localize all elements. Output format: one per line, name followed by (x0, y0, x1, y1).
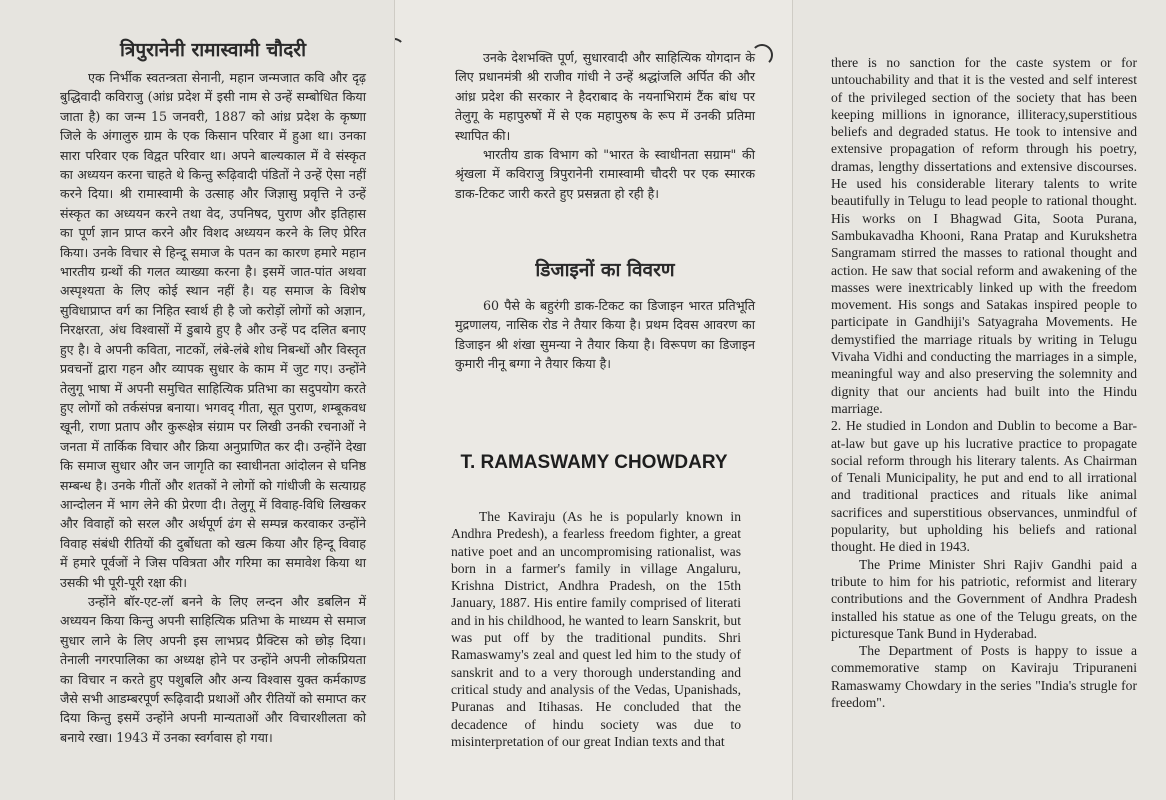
english-paragraph-2: there is no sanction for the caste system or for untouchability and that it is the vested and self interest of the privileged section of the society that has been keeping millions in ignorance, illiteracy,superstitious beliefs and degraded status. He took to intensive and extensive propagation of reform through his poetry, dramas, lengthy dissertations and extensive discourses. He used his considerable literary talents to write beautifully in Telugu to lead people to rational thought. His works on I Bhagwad Gita, Soota Purana, Sambukavadha Khooni, Rana Pratap and Kurukshetra Sangramam stirred the masses to rational thought and action. He saw that social reform and awakening of the masses were inextricably linked up with the freedom movement. His songs and Satakas inspired people to participate in Gandhiji's Satyagraha Movements. He demystified the marriage rituals by writing in Telugu Vivaha Vidhi and conducting the marriages in a simple, meaningful way and also preserving the solemnity and dignity that our ancients had built into the Hindu marriage. (831, 55, 1137, 416)
right-panel (792, 0, 1166, 800)
hindi-title: त्रिपुरानेनी रामास्वामी चौदरी (119, 39, 307, 61)
english-paragraph-5: The Department of Posts is happy to issue a commemorative stamp on Kaviraju Tripuraneni Ramaswamy Chowdary in the series "India's strugle for freedom". (831, 643, 1137, 710)
english-column-2 (831, 54, 1137, 711)
english-paragraph-1: The Kaviraju (As he is popularly known in Andhra Predesh), a fearless freedom fighter, a great native poet and an uncompromising rationalist, was born in a farmer's family in village Angaluru, Krishna District, Andhra Pradesh, on the 15th January, 1887. His entire family comprised of literati and in his childhood, he wanted to learn Sanskrit, but was put off by the traditional pundits. Shri Ramaswamy's zeal and quest led him to the study of sanskrit and to a very thorough understanding and critical study and analysis of the Vedas, Upanishads, Puranas and Itihasas. He concluded that the decadence of hindu society was due to misinterpretation of our great Indian texts and that (451, 509, 741, 749)
left-panel (0, 0, 394, 800)
design-paragraph: 60 पैसे के बहुरंगी डाक-टिकट का डिजाइन भारत प्रतिभूति मुद्रणालय, नासिक रोड ने तैयार किया है। प्रथम दिवस आवरण का डिजाइन श्री शंखा सुमन्या ने तैयार किया है। विरूपण का डिजाइन कुमारी नीनू बग्गा ने तैयार किया है। (455, 298, 755, 372)
english-column-1 (451, 508, 741, 750)
left-column (60, 39, 366, 747)
hindi-paragraph-4: भारतीय डाक विभाग को "भारत के स्वाधीनता सग्राम" की श्रृंखला में कविराजु त्रिपुरानेनी रामास्वामी चौदरी पर एक स्मारक डाक-टिकट जारी करते हुए प्रसन्नता हो रही है। (455, 147, 755, 201)
design-column (455, 296, 755, 374)
hindi-paragraph-1: एक निर्भीक स्वतन्त्रता सेनानी, महान जन्मजात कवि और दृढ़ बुद्धिवादी कविराजु (आंध्र प्रदेश में इसी नाम से उन्हें सम्बोधित किया जाता है) का जन्म 15 जनवरी, 1887 को आंध्र प्रदेश के कृष्णा जिले के अंगालुरु ग्राम के एक किसान परिवार में हुआ था। उनका सारा परिवार एक विद्वत परिवार था। अपने बाल्यकाल में वे संस्कृत का अध्ययन करना चाहते थे किन्तु रूढ़िवादी पंडितों ने उन्हें ऐसा नहीं करने दिया। श्री रामास्वामी के उत्साह और जिज्ञासु प्रवृत्ति ने उन्हें संस्कृत का अध्ययन करने तथा वेद, उपनिषद, पुराण और इतिहास का पूर्ण ज्ञान प्राप्त करने और विशद अध्ययन करने के लिए प्रेरित किया। उनके विचार से हिन्दू समाज के पतन का कारण हमारे महान भारतीय ग्रन्थों की गलत व्याख्या करना है। इसमें जात-पांत अथवा अस्पृश्यता के लिए कोई स्थान नहीं है। यह समाज के विशेष सुविधाप्राप्त वर्ग का निहित स्वार्थ ही है जो करोड़ों लोगों को अज्ञान, निरक्षरता, अंध विश्वासों में डुबाये हुए है और उन्हें पद दलित बनाए हुए है। वे अपनी कविता, नाटकों, लंबे-लंबे शोध निबन्धों और विस्तृत प्रवचनों द्वारा गहन और व्यापक सुधार के काम में जुट गए। उन्होंने तेलुगू भाषा में अपनी समुचित साहित्यिक प्रतिभा का सदुपयोग करते हुए लोगों को तर्कसंपन्न बनाया। भगवद् गीता, सूत पुराण, शम्बूकवध खूनी, राणा प्रताप और कुरूक्षेत्र संग्राम पर लिखी उनकी रचनाओं ने जनता में तार्किक विचार और क्रिया अनुप्राणित कर दी। उन्होंने देखा कि समाज सुधार और जन जागृति का स्वाधीनता आंदोलन से घनिष्ठ सम्बन्ध है। उनके गीतों और शतकों ने लोगों को गांधीजी के सत्याग्रह आन्दोलन में भाग लेने की प्रेरणा दी। तेलुगू में विवाह-विधि लिखकर और विवाहों को सरल और अर्थपूर्ण ढंग से सम्पन्न करवाकर उन्होंने विवाह संबंधी रीतियों की दुर्बोधता को खत्म किया और हिन्दू विवाह में हमारे पूर्वजों ने जिस पवित्रता और गरिमा का समावेश किया था उसकी भी पूरी-पूरी रक्षा की। (60, 70, 366, 590)
hindi-paragraph-2: उन्होंने बॉर-एट-लॉ बनने के लिए लन्दन और डबलिन में अध्ययन किया किन्तु अपनी साहित्यिक प्रतिभा के माध्यम से समाज सुधार लाने के लिए अपनी इस लाभप्रद प्रैक्टिस को छोड़ दिया। तेनाली नगरपालिका का अध्यक्ष होने पर उन्होंने अपनी लोकप्रियता का विचार न करते हुए पशुबलि और अन्य विश्वास युक्त कर्मकाण्ड जैसे सभी आडम्बरपूर्ण रूढ़िवादी प्रथाओं और रीतियों को समाप्त कर दिया किन्तु इसमें उन्होंने अपनी मान्यताओं और विचारशीलता को बनाये रखा। 1943 में उनका स्वर्गवास हो गया। (60, 593, 366, 745)
punch-hole-icon (394, 38, 405, 60)
english-title: T. RAMASWAMY CHOWDARY (460, 452, 728, 473)
design-title: डिजाइनों का विवरण (535, 259, 675, 281)
english-paragraph-4: The Prime Minister Shri Rajiv Gandhi paid a tribute to him for his patriotic, reformist and literary contributions and the Government of Andhra Pradesh installed his statue as one of the Telugu greats, on the picturesque Tank Bund in Hyderabad. (831, 556, 1137, 641)
middle-top-column (455, 48, 755, 203)
hindi-paragraph-3: उनके देशभक्ति पूर्ण, सुधारवादी और साहित्यिक योगदान के लिए प्रधानमंत्री श्री राजीव गांधी ने उन्हें श्रद्धांजलि अर्पित की और आंध्र प्रदेश की सरकार ने हैदराबाद के नयनाभिरामं टैंक बांध पर तेलुगू के महापुरुषों में से एक महापुरुष के रूप में उनकी प्रतिमा स्थापित की। (455, 50, 755, 143)
middle-panel (394, 0, 792, 800)
english-paragraph-3: 2. He studied in London and Dublin to become a Bar-at-law but gave up his lucrative practice to propagate social reform through his literary talents. As Chairman of Tenali Municipality, he put and end to all irrational and traditional practices and rituals like animal sacrifices and superstitious observances, unmindful of popularity, but upholding his beliefs and rational thought. He died in 1943. (831, 418, 1137, 555)
